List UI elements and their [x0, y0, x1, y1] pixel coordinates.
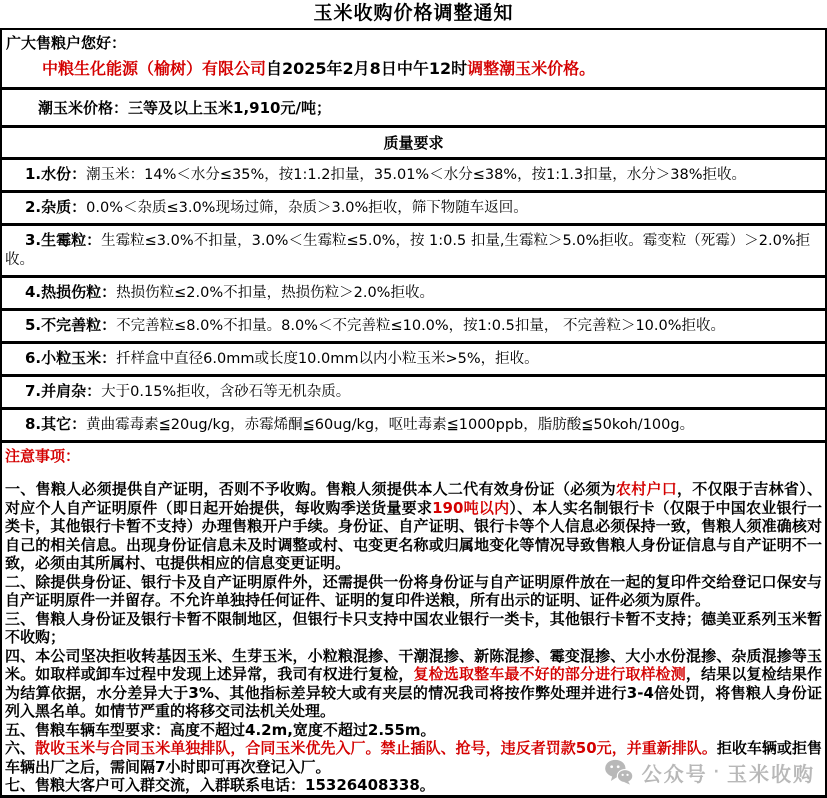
watermark-separator: · — [713, 764, 721, 780]
quality-row-text — [5, 349, 822, 369]
quality-row — [2, 311, 825, 344]
quality-row — [2, 278, 825, 311]
note-text: 二、除提供身份证、银行卡及自产证明原件外，还需提供一份将身份证与自产证明原件放在一起的复印件交给登记口保安与自产证明原件一并留存。不允许单独持任何证件、证明的复印件送粮，所有出示的证明、证件必须为原件。 — [5, 572, 822, 609]
quality-row-label: 7.并肩杂： — [25, 382, 102, 400]
quality-row-value: 黄曲霉毒素≦20ug/kg，赤霉烯酮≦60ug/kg，呕吐毒素≦1000ppb，脂肪酸≦50koh/100g。 — [86, 417, 695, 433]
quality-row-value: 0.0%＜杂质≤3.0%现场过筛，杂质＞3.0%拒收，筛下物随车返回。 — [86, 200, 528, 216]
quality-row-label: 1.水份： — [25, 165, 87, 183]
quality-row-label: 5.不完善粒： — [25, 316, 117, 334]
announcement-date: 自2025年2月8日中午12时 — [266, 59, 468, 78]
note-highlight: 复检选取整车最不好的部分进行取样检测 — [413, 665, 686, 683]
note-highlight: 农村户口 — [615, 480, 678, 498]
quality-row-text — [5, 415, 822, 435]
quality-row-label: 6.小粒玉米： — [25, 349, 117, 367]
document-frame — [0, 28, 827, 798]
note-text: 七、售粮大客户可入群交流，入群联系电话：15326408338。 — [5, 776, 435, 794]
page-title: 玉米收购价格调整通知 — [313, 2, 514, 24]
price-label: 潮玉米价格： — [38, 99, 129, 117]
notes-body — [5, 480, 822, 795]
note-text: ，结果以复检结果作为结算依据，水分差异大于3%、其他指标差异较大或有夹层的情况我司将按作弊处理并进行3-4倍处罚，将售粮人身份证列入黑名单。如情节严重的将移交司法机关处理。 — [5, 665, 822, 720]
note-highlight: 190吨以内 — [432, 498, 510, 517]
quality-row-label: 3.生霉粒： — [25, 231, 102, 249]
watermark-account-type: 公众号 — [641, 761, 708, 786]
note-item — [5, 480, 822, 573]
quality-row-value: 潮玉米：14%＜水分≤35%，按1:1.2扣量，35.01%＜水分≤38%，按1:1.3扣量，水分＞38%拒收。 — [86, 167, 746, 183]
quality-row-value: 不完善粒≤8.0%不扣量。8.0%＜不完善粒≤10.0%，按1:0.5扣量， 不完善粒＞10.0%拒收。 — [116, 318, 726, 334]
quality-row-text — [5, 382, 822, 402]
note-item — [5, 647, 822, 721]
wechat-icon — [604, 759, 634, 785]
price-value: 三等及以上玉米1,910元/吨； — [128, 99, 331, 117]
watermark — [604, 758, 815, 787]
announcement-line — [6, 57, 821, 81]
quality-row-text — [5, 231, 822, 270]
quality-header: 质量要求 — [2, 128, 825, 160]
note-item — [5, 573, 822, 610]
company-name: 中粮生化能源（榆树）有限公司 — [42, 59, 267, 78]
quality-row-value: 大于0.15%拒收，含砂石等无机杂质。 — [101, 384, 351, 400]
note-text: 拒收车辆或拒售车辆出厂之后，需间隔7小时即可再次登记入厂。 — [5, 739, 822, 776]
note-text: 三、售粮人身份证及银行卡暂不限制地区，但银行卡只支持中国农业银行一类卡，其他银行卡暂不支持；德美亚系列玉米暂不收购； — [5, 609, 822, 646]
note-text: 五、售粮车辆车型要求：高度不超过4.2m,宽度不超过2.55m。 — [5, 720, 436, 739]
quality-rows — [2, 160, 825, 443]
quality-row-value: 生霉粒≤3.0%不扣量，3.0%＜生霉粒≤5.0%，按 1:0.5 扣量,生霉粒＞5.0%拒收。霉变粒（死霉）＞2.0%拒收。 — [5, 233, 811, 268]
announcement-action: 调整潮玉米价格。 — [467, 59, 596, 78]
greeting-text: 广大售粮户您好： — [6, 34, 127, 52]
quality-row — [2, 410, 825, 443]
quality-row-text — [5, 283, 822, 303]
note-item — [5, 610, 822, 647]
greeting-section — [2, 30, 825, 90]
quality-row-text — [5, 165, 822, 185]
quality-row-value: 热损伤粒≤2.0%不扣量，热损伤粒＞2.0%拒收。 — [116, 285, 434, 301]
note-highlight: 散收玉米与合同玉米单独排队，合同玉米优先入厂。禁止插队、抢号，违反者罚款50元，并重新排队。 — [35, 739, 717, 757]
quality-row-label: 4.热损伤粒： — [25, 283, 117, 301]
notes-header: 注意事项： — [5, 447, 81, 465]
quality-row — [2, 160, 825, 193]
quality-row — [2, 193, 825, 226]
quality-row-value: 扦样盒中直径6.0mm或长度10.0mm以内小粒玉米>5%，拒收。 — [116, 351, 539, 367]
quality-row-text — [5, 198, 822, 218]
quality-row — [2, 377, 825, 410]
note-text: 六、 — [5, 739, 36, 757]
note-text: 一、售粮人必须提供自产证明，否则不予收购。售粮人须提供本人二代有效身份证（必须为 — [5, 480, 616, 498]
quality-row-text — [5, 316, 822, 336]
quality-row-label: 2.杂质： — [25, 198, 87, 216]
notes-section — [2, 443, 825, 795]
note-text: 四、本公司坚决拒收转基因玉米、生芽玉米，小粒粮混掺、干潮混掺、新陈混掺、霉变混掺、大小水份混掺、杂质混掺等玉米。如取样或卸车过程中发现上述异常，我司有权进行复检， — [5, 646, 822, 683]
quality-row — [2, 226, 825, 278]
note-text: ）、本人实名制银行卡（仅限于中国农业银行一类卡，其他银行卡暂不支持）办理售粮开户手续。身份证、自产证明、银行卡等个人信息必须保持一致，售粮人须准确核对自己的相关信息。出现身份证信息未及时调整或村、屯变更名称或归属地变化等情况导致售粮人身份证信息与自产证明不一致，必须由其所属村、屯提供相应的信息变更证明。 — [5, 498, 822, 572]
quality-row-label: 8.其它： — [25, 415, 87, 433]
watermark-account-name: 玉米收购 — [727, 761, 815, 786]
note-text: ，不仅限于吉林省）、对应个人自产证明原件（即日起开始提供，每收购季送货量要求 — [5, 480, 822, 517]
note-item — [5, 721, 822, 740]
price-line — [2, 90, 825, 128]
quality-row — [2, 344, 825, 377]
